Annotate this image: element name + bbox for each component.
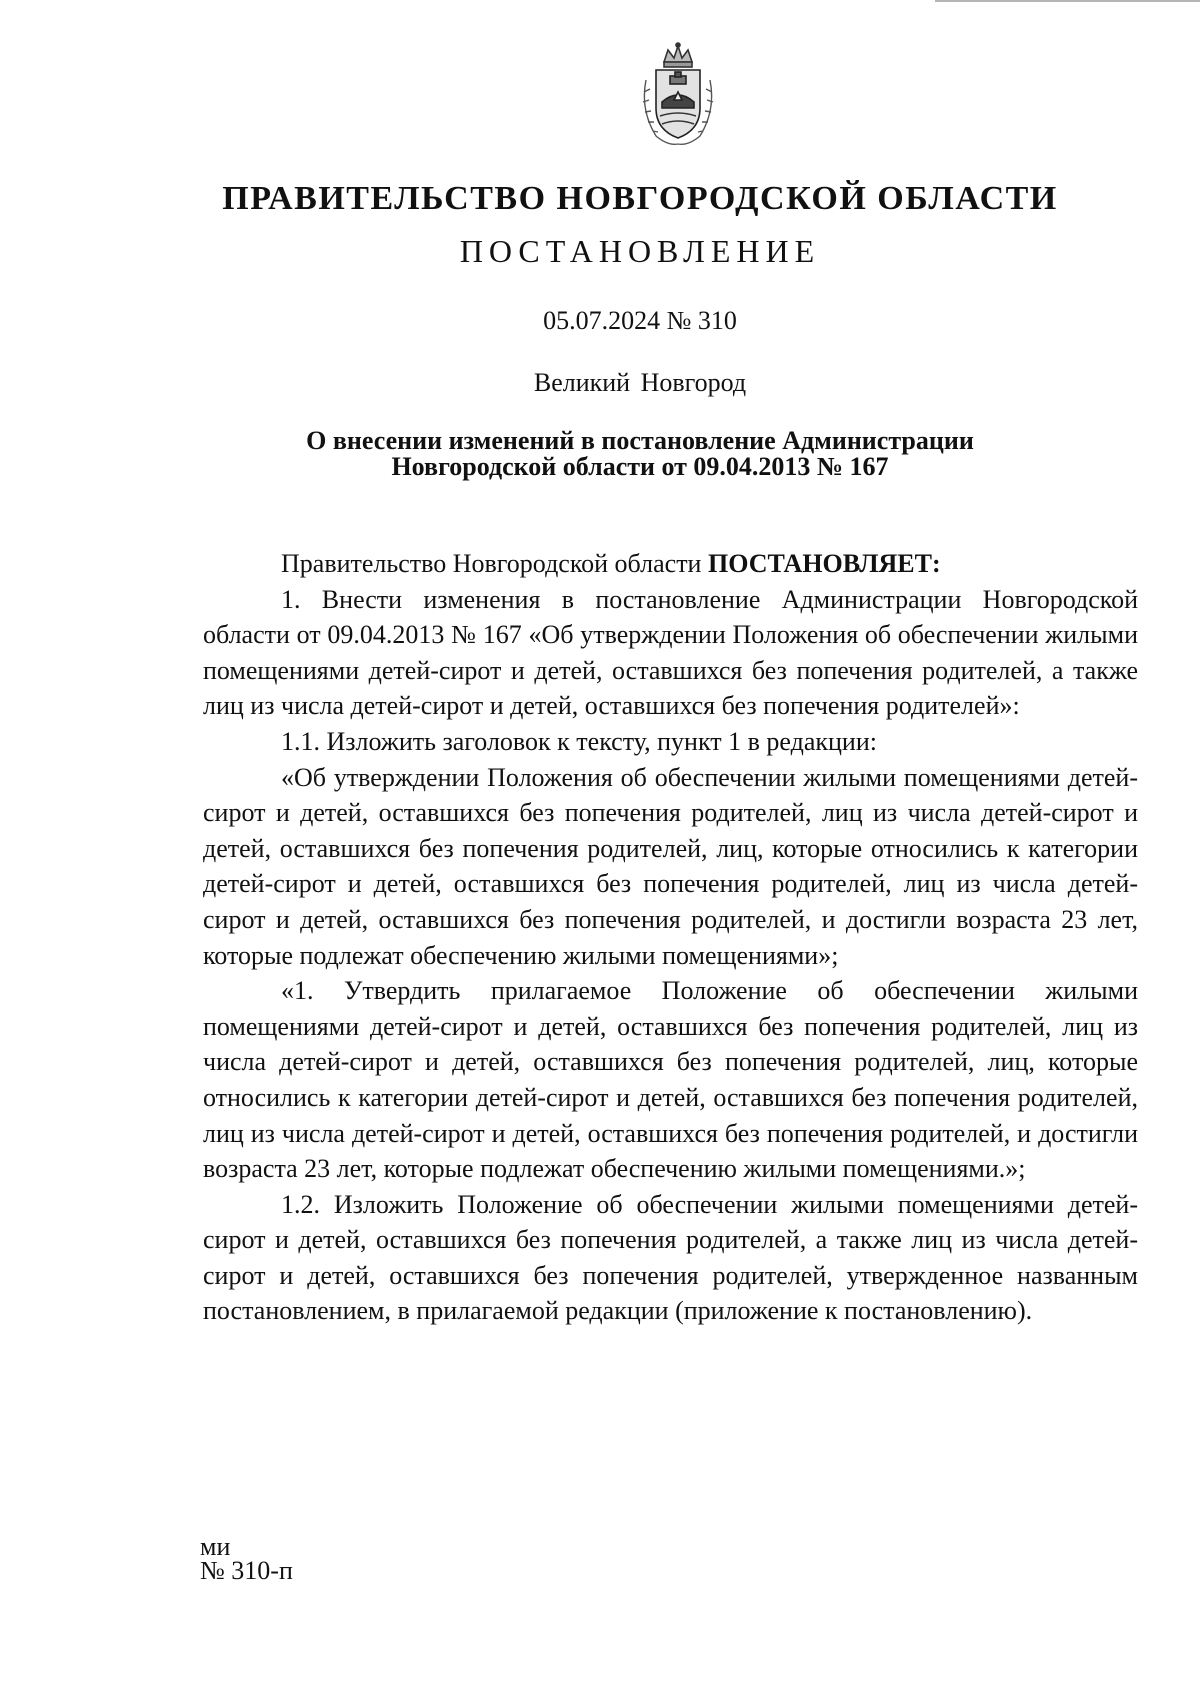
footer-document-code xyxy=(200,1532,293,1585)
document-subject xyxy=(200,428,1080,480)
footer-doc-number: № 310-п xyxy=(200,1556,293,1585)
footer-initials: ми xyxy=(200,1532,231,1561)
paragraph-1-1-title: «Об утверждении Положения об обеспечении жилыми помещениями детей-сирот и детей, оставшихся без попечения родителей, лиц из числа детей-сирот и детей, оставшихся без попечения родителей, лиц, которые относились к категории детей-сирот и детей, оставшихся без попечения родителей, лиц из числа детей-сирот и детей, оставшихся без попечения родителей, и достигли возраста 23 лет, которые подлежат обеспечению жилыми помещениями»; xyxy=(203,762,1138,970)
document-date-number: 05.07.2024 № 310 xyxy=(543,306,737,335)
intro-bold-resolution: ПОСТАНОВЛЯЕТ: xyxy=(707,549,941,578)
coat-of-arms-emblem xyxy=(634,40,722,150)
intro-paragraph xyxy=(203,546,1138,582)
subject-line-1: О внесении изменений в постановление Администрации xyxy=(306,426,974,455)
paragraph-1: 1. Внести изменения в постановление Администрации Новгородской области от 09.04.2013 № 167 «Об утверждении Положения об обеспечении жилыми помещениями детей-сирот и детей, оставшихся без попечения родителей, а также лиц из числа детей-сирот и детей, оставшихся без попечения родителей»: xyxy=(203,584,1138,721)
government-title: ПРАВИТЕЛЬСТВО НОВГОРОДСКОЙ ОБЛАСТИ xyxy=(222,180,1058,217)
document-body xyxy=(203,546,1138,1329)
document-type: ПОСТАНОВЛЕНИЕ xyxy=(459,233,821,269)
shield-icon xyxy=(656,70,700,138)
crown-icon xyxy=(664,43,692,67)
subject-line-2: Новгородской области от 09.04.2013 № 167 xyxy=(391,452,889,481)
document-place: Великий Новгород xyxy=(533,368,747,397)
intro-text: Правительство Новгородской области xyxy=(281,549,708,578)
paragraph-1-2: 1.2. Изложить Положение об обеспечении жилыми помещениями детей-сирот и детей, оставшихся без попечения родителей, а также лиц из числа детей-сирот и детей, оставшихся без попечения родителей, утвержденное названным постановлением, в прилагаемой редакции (приложение к постановлению). xyxy=(203,1189,1138,1326)
paragraph-1-1-item: «1. Утвердить прилагаемое Положение об обеспечении жилыми помещениями детей-сирот и детей, оставшихся без попечения родителей, лиц из числа детей-сирот и детей, оставшихся без попечения родителей, лиц, которые относились к категории детей-сирот и детей, оставшихся без попечения родителей, лиц из числа детей-сирот и детей, оставшихся без попечения родителей, и достигли возраста 23 лет, которые подлежат обеспечению жилыми помещениями.»; xyxy=(203,976,1138,1184)
paragraph-1-1: 1.1. Изложить заголовок к тексту, пункт 1 в редакции: xyxy=(281,726,877,756)
scan-edge-line xyxy=(935,0,1200,2)
